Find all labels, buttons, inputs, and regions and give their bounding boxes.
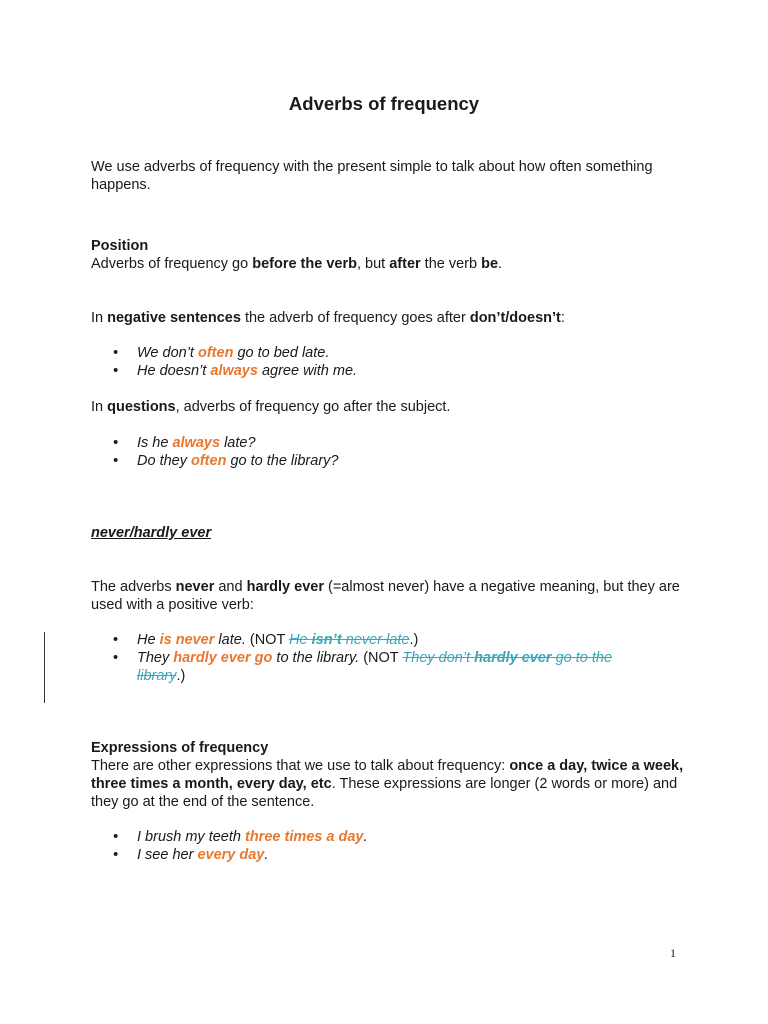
expressions-paragraph: There are other expressions that we use to talk about frequency: once a day, twice a week, three times a month, every day, etc. These expressions are longer (2 words or more) and they go at the end of the sentence.: [91, 758, 684, 810]
page-title: Adverbs of frequency: [288, 93, 480, 114]
list-item: • I see her every day.: [91, 846, 651, 864]
position-heading: Position: [91, 238, 149, 254]
list-item: • Do they often go to the library?: [91, 452, 651, 470]
margin-change-bar: [44, 632, 45, 703]
list-item: • They hardly ever go to the library. (NOT They don’t hardly ever go to the library.): [91, 649, 651, 685]
intro-paragraph: We use adverbs of frequency with the present simple to talk about how often something happens.: [91, 159, 653, 193]
position-paragraph: Adverbs of frequency go before the verb, but after the verb be.: [91, 256, 503, 272]
never-paragraph: The adverbs never and hardly ever (=almost never) have a negative meaning, but they are used with a positive verb:: [91, 579, 680, 613]
list-item: • I brush my teeth three times a day.: [91, 828, 651, 846]
never-heading: never/hardly ever: [91, 525, 212, 541]
list-item: • Is he always late?: [91, 434, 651, 452]
list-item: • He is never late. (NOT He isn’t never late.): [91, 631, 651, 649]
questions-paragraph: In questions, adverbs of frequency go after the subject.: [91, 399, 451, 415]
questions-examples: [91, 434, 651, 470]
list-item: • He doesn’t always agree with me.: [91, 362, 651, 380]
list-item: • We don’t often go to bed late.: [91, 344, 651, 362]
expressions-heading: Expressions of frequency: [91, 740, 269, 756]
negative-paragraph: In negative sentences the adverb of frequency goes after don’t/doesn’t:: [91, 310, 565, 326]
page-number: 1: [670, 946, 676, 960]
expressions-examples: [91, 828, 651, 864]
never-examples: [91, 631, 651, 685]
negative-examples: [91, 344, 651, 380]
